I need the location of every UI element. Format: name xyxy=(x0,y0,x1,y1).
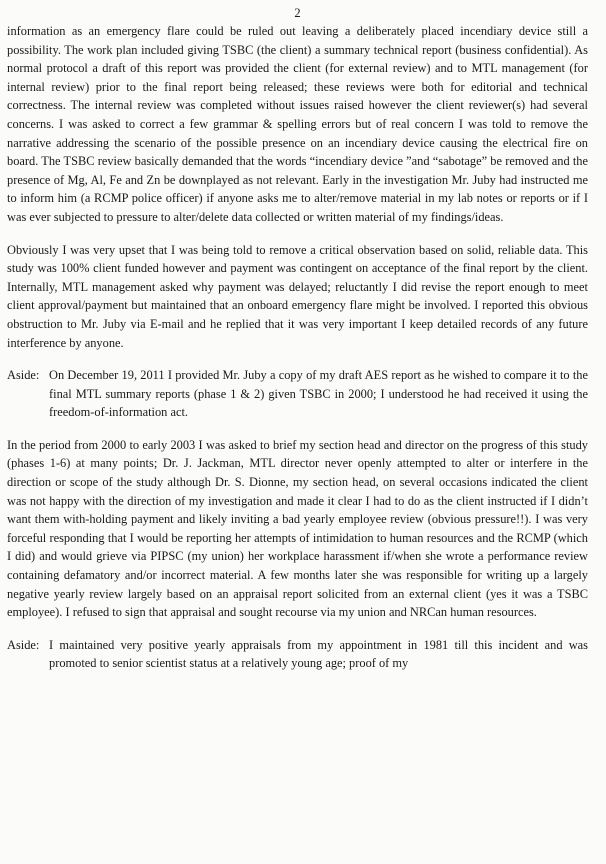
aside-text: On December 19, 2011 I provided Mr. Juby a copy of my draft AES report as he wished to compare it to the final MTL summary reports (phase 1 & 2) given TSBC in 2000; I understood he had received it using the freedom-of-information act. xyxy=(49,368,588,420)
page-number: 2 xyxy=(294,6,301,20)
aside-label: Aside: xyxy=(7,368,40,383)
paragraph-3: In the period from 2000 to early 2003 I was asked to brief my section head and director on the progress of this study (phases 1-6) at many points; Dr. J. Jackman, MTL director never openly attempted to alter or interfere in the direction or scope of the study although Dr. S. Dionne, my section head, on several occasions indicated the client was not happy with the direction of my investigation and made it clear I had to do as the client instructed if I didn’t want them with-holding payment and likely inviting a bad yearly employee review (obvious pressure!!). I was very forceful responding that I would be reporting her attempts of intimidation to human resources and the RCMP (which I did) and would grieve via PIPSC (my union) her workplace harassment if/when she wrote a performance review containing defamatory and/or incorrect material. A few months later she was responsible for writing up a largely negative yearly review largely based on an appraisal report solicited from an external client (yes it was a TSBC employee). I refused to sign that appraisal and sought recourse via my union and NRCan human resources. xyxy=(7,437,588,620)
paragraph-1: information as an emergency flare could be ruled out leaving a deliberately placed incendiary device still a possibility. The work plan included giving TSBC (the client) a summary technical report (business confidential). As normal protocol a draft of this report was provided the client (for external review) and to MTL management (for internal review) prior to the final report being released; these reviews were both for editorial and technical correctness. The internal review was completed without issues raised however the client reviewer(s) had several concerns. I was asked to correct a few grammar & spelling errors but of real concern I was told to remove the narrative addressing the scenario of the possible presence on an incendiary device causing the electrical fire on board. The TSBC review basically demanded that the words “incendiary device ”and “sabotage” be removed and the presence of Mg, Al, Fe and Zn be downplayed as not relevant. Early in the investigation Mr. Juby had instructed me to inform him (a RCMP police officer) if anyone asks me to alter/remove material in my lab notes or reports or if I was ever subjected to pressure to alter/delete data collected or written material of my findings/ideas. xyxy=(7,24,588,224)
aside-2 xyxy=(7,636,588,673)
paragraph-2: Obviously I was very upset that I was being told to remove a critical observation based on solid, reliable data. This study was 100% client funded however and payment was contingent on acceptance of the final report by the client. Internally, MTL management asked why payment was delayed; reluctantly I did revise the report enough to meet client approval/payment but maintained that an onboard emergency flare might be involved. I reported this obvious obstruction to Mr. Juby via E-mail and he replied that it was very important I keep detailed records of any future interference by anyone. xyxy=(7,242,588,350)
aside-text: I maintained very positive yearly appraisals from my appointment in 1981 till this incident and was promoted to senior scientist status at a relatively young age; proof of my xyxy=(49,637,588,671)
aside-label: Aside: xyxy=(7,637,40,652)
aside-1 xyxy=(7,366,588,422)
